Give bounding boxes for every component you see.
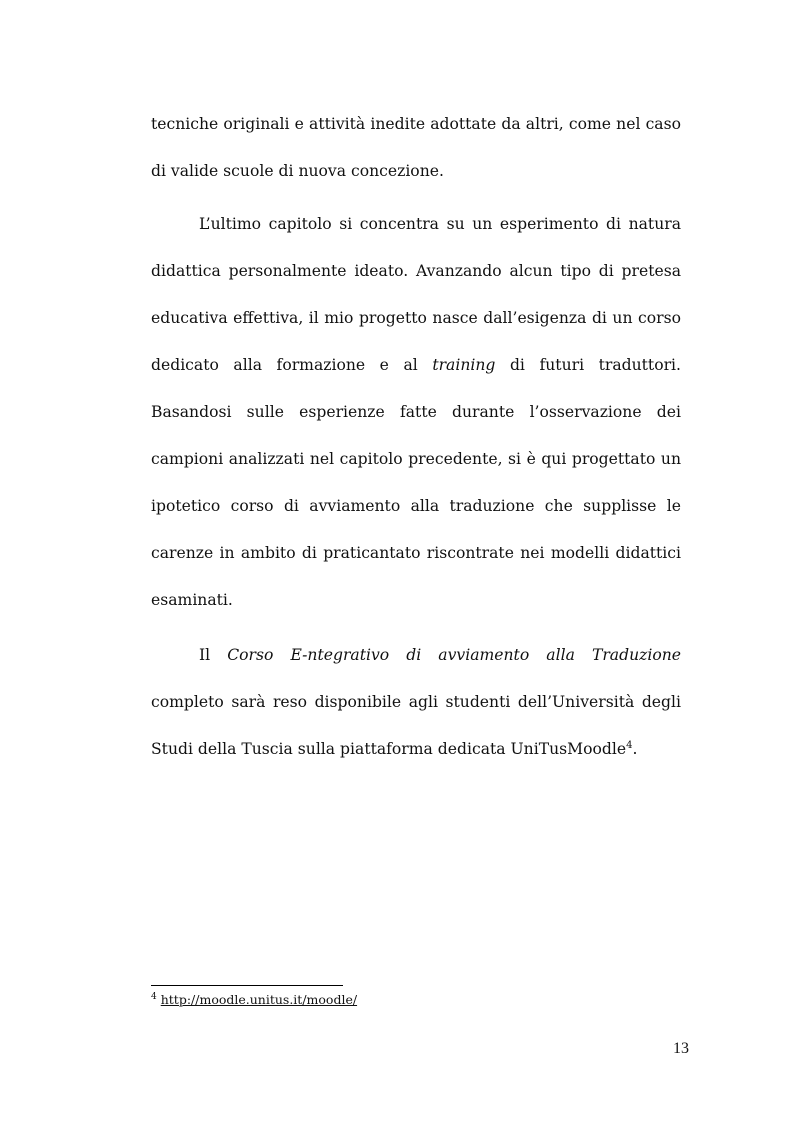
footnote-link[interactable]: http://moodle.unitus.it/moodle/: [160, 992, 358, 1008]
footnote-number: 4: [151, 992, 157, 1002]
paragraph-3: [151, 632, 681, 773]
paragraph-2-part-1: L’ultimo capitolo si concentra su un esperimento di natura didattica personalmente ideato. Avanzando alcun tipo di pretesa educativa effettiva, il mio progetto nasce dall’esigenza di un corso dedicato alla formazione e al: [151, 215, 681, 374]
paragraph-3-lead: Il: [199, 646, 228, 664]
paragraph-3-end: .: [632, 740, 638, 758]
paragraph-1: [151, 101, 681, 195]
page-number: 13: [673, 1040, 689, 1057]
footnote-reference[interactable]: 4: [626, 739, 633, 751]
footnote-separator: [151, 985, 343, 986]
paragraph-2-italic-term: training: [432, 356, 496, 374]
footnote: [151, 992, 357, 1007]
paragraph-2-part-2: di futuri traduttori. Basandosi sulle esperienze fatte durante l’osservazione dei campioni analizzati nel capitolo precedente, si è qui progettato un ipotetico corso di avviamento alla traduzione che supplisse le carenze in ambito di praticantato riscontrate nei modelli didattici esaminati.: [151, 356, 681, 609]
paragraph-2-text: [151, 201, 681, 624]
course-title: Corso E-ntegrativo di avviamento alla Traduzione: [227, 646, 681, 664]
paragraph-3-text: [151, 632, 681, 773]
paragraph-3-part-2: completo sarà reso disponibile agli studenti dell’Università degli Studi della Tuscia sulla piattaforma dedicata UniTusMoodle: [151, 693, 681, 758]
paragraph-2: [151, 201, 681, 624]
paragraph-1-text: tecniche originali e attività inedite adottate da altri, come nel caso di valide scuole di nuova concezione.: [151, 115, 681, 180]
